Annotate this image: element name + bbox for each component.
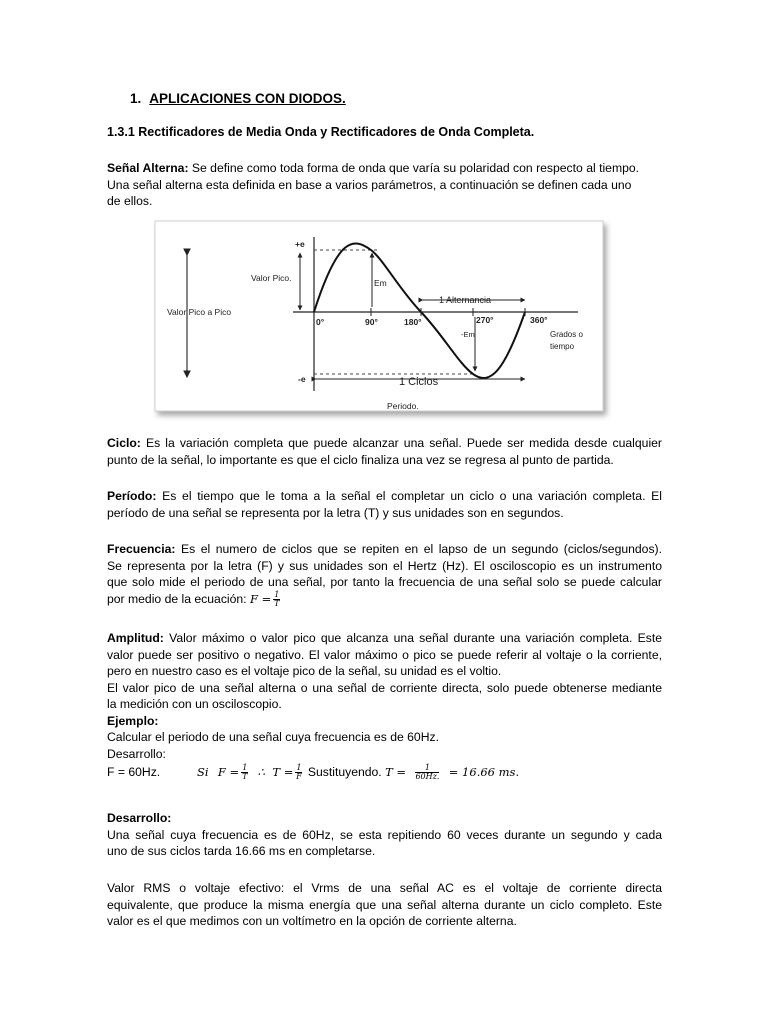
text-line: Desarrollo: xyxy=(107,746,166,761)
label-deg180: 180° xyxy=(404,317,422,327)
text-line: Es el numero de ciclos que se repiten en el lapso de un segundo (ciclos/segundos). xyxy=(180,542,663,556)
formula-t-eq: T = xyxy=(272,765,294,779)
fraction-numerator: 1 xyxy=(274,589,280,599)
formula-lhs: F = xyxy=(249,591,272,606)
label-valor-pico: Valor Pico. xyxy=(251,273,292,283)
text-line: por medio de la ecuación: xyxy=(107,591,247,606)
label-periodo: Periodo. xyxy=(387,401,419,411)
text-line: valor es el que medimos con un voltímetro en la opción de corriente alterna. xyxy=(107,914,517,928)
term-desarrollo: Desarrollo: xyxy=(107,811,172,825)
label-deg90: 90° xyxy=(365,317,378,327)
formula-f-eq: F = xyxy=(217,765,240,779)
formula-result: = 16.66 ms. xyxy=(448,765,520,779)
desarrollo-paragraph xyxy=(107,810,662,860)
text-line: valor puede ser positivo o negativo. El valor máximo o pico se puede referir al voltaje o la corriente, xyxy=(107,647,662,662)
fraction-denominator: T xyxy=(242,772,248,782)
fraction-denominator: F xyxy=(296,772,302,782)
text-line: Se define como toda forma de onda que varía su polaridad con respecto al tiempo. xyxy=(191,161,640,175)
formula-si: Si xyxy=(196,765,209,779)
text-line: uno de sus ciclos tarda 16.66 ms en completarse. xyxy=(107,844,376,858)
label-minus-e: -e xyxy=(298,374,306,384)
label-tiempo: tiempo xyxy=(550,342,575,351)
formula-fraction xyxy=(415,764,439,781)
text-line: que solo mide el periodo de una señal, por tanto la frecuencia de una señal solo se puede calcular xyxy=(107,575,662,589)
section-number: 1. xyxy=(130,91,142,106)
text-line: Valor máximo o valor pico que alcanza una señal durante una variación completa. Este xyxy=(169,631,663,645)
frecuencia-paragraph xyxy=(107,541,662,608)
term-senal-alterna: Señal Alterna: xyxy=(107,161,189,175)
amplitud-paragraph xyxy=(107,630,662,781)
text-line: equivalente, que produce la misma energía que una señal alterna durante un ciclo completo. Este xyxy=(107,897,662,912)
section-title: APLICACIONES CON DIODOS. xyxy=(149,91,346,106)
fraction-numerator: 1 xyxy=(296,763,302,773)
text-line: punto de la señal, lo importante es que el ciclo finaliza una vez se regresa al punto de partida. xyxy=(107,452,614,467)
fraction-numerator: 1 xyxy=(415,764,439,773)
text-line: Se representa por la letra (F) y sus unidades son el Hertz (Hz). El osciloscopio es un instrumento xyxy=(107,558,662,573)
text-line: pero en nuestro caso es el voltaje pico de la señal, su unidad es el voltio. xyxy=(107,664,502,678)
label-deg270: 270° xyxy=(476,315,494,325)
formula-fraction xyxy=(241,764,248,781)
therefore-symbol: ∴ xyxy=(257,765,265,779)
example-equation-line xyxy=(107,764,662,781)
label-grados: Grados o xyxy=(550,330,583,339)
rms-paragraph xyxy=(107,880,662,930)
text-line: Calcular el periodo de una señal cuya frecuencia es de 60Hz. xyxy=(107,730,439,744)
text-line: Es el tiempo que le toma a la señal el completar un ciclo o una variación completa. El xyxy=(162,489,662,503)
label-deg0: 0° xyxy=(316,317,325,327)
text-line: la medición con un osciloscopio. xyxy=(107,697,282,711)
text-line: Una señal cuya frecuencia es de 60Hz, se esta repitiendo 60 veces durante un segundo y cada xyxy=(107,827,662,842)
formula-t-eq2: T = xyxy=(385,765,407,779)
subsection-heading: 1.3.1 Rectificadores de Media Onda y Rectificadores de Onda Completa. xyxy=(107,125,535,139)
label-neg-em: -Em xyxy=(461,330,475,339)
label-alternancia: 1 Alternancia xyxy=(439,295,492,305)
term-periodo: Período: xyxy=(107,489,157,503)
senal-alterna-paragraph xyxy=(107,160,662,210)
term-ciclo: Ciclo: xyxy=(107,436,141,450)
ac-waveform-figure xyxy=(153,219,614,421)
text-line: Es la variación completa que puede alcanzar una señal. Puede ser medida desde cualquier xyxy=(145,436,662,450)
text-line: Una señal alterna esta definida en base a varios parámetros, a continuación se definen cada uno xyxy=(107,177,632,192)
label-ciclos: 1 Ciclos xyxy=(399,376,439,388)
fraction-denominator: 60Hz. xyxy=(415,772,440,782)
formula-fraction xyxy=(273,591,280,608)
periodo-paragraph xyxy=(107,488,662,521)
substituting-label: Sustituyendo. xyxy=(307,765,382,779)
fraction-denominator: T xyxy=(274,598,280,608)
text-line: período de una señal se representa por la letra (T) y sus unidades son en segundos. xyxy=(107,505,564,520)
text-line: Valor RMS o voltaje efectivo: el Vrms de una señal AC es el voltaje de corriente directa xyxy=(107,881,662,895)
label-deg360: 360° xyxy=(530,315,548,325)
given-value: F = 60Hz. xyxy=(107,765,161,779)
fraction-numerator: 1 xyxy=(242,763,248,773)
term-amplitud: Amplitud: xyxy=(107,631,164,645)
section-heading xyxy=(130,91,346,106)
term-ejemplo: Ejemplo: xyxy=(107,713,159,728)
label-plus-e: +e xyxy=(295,239,305,249)
text-line: de ellos. xyxy=(107,194,153,208)
formula-fraction xyxy=(295,764,302,781)
text-line: El valor pico de una señal alterna o una señal de corriente directa, solo puede obtenerse mediante xyxy=(107,680,662,695)
label-valor-pico-a-pico: Valor Pico a Pico xyxy=(167,307,232,317)
label-em: Em xyxy=(374,278,387,288)
term-frecuencia: Frecuencia: xyxy=(107,542,176,556)
ciclo-paragraph xyxy=(107,435,662,468)
